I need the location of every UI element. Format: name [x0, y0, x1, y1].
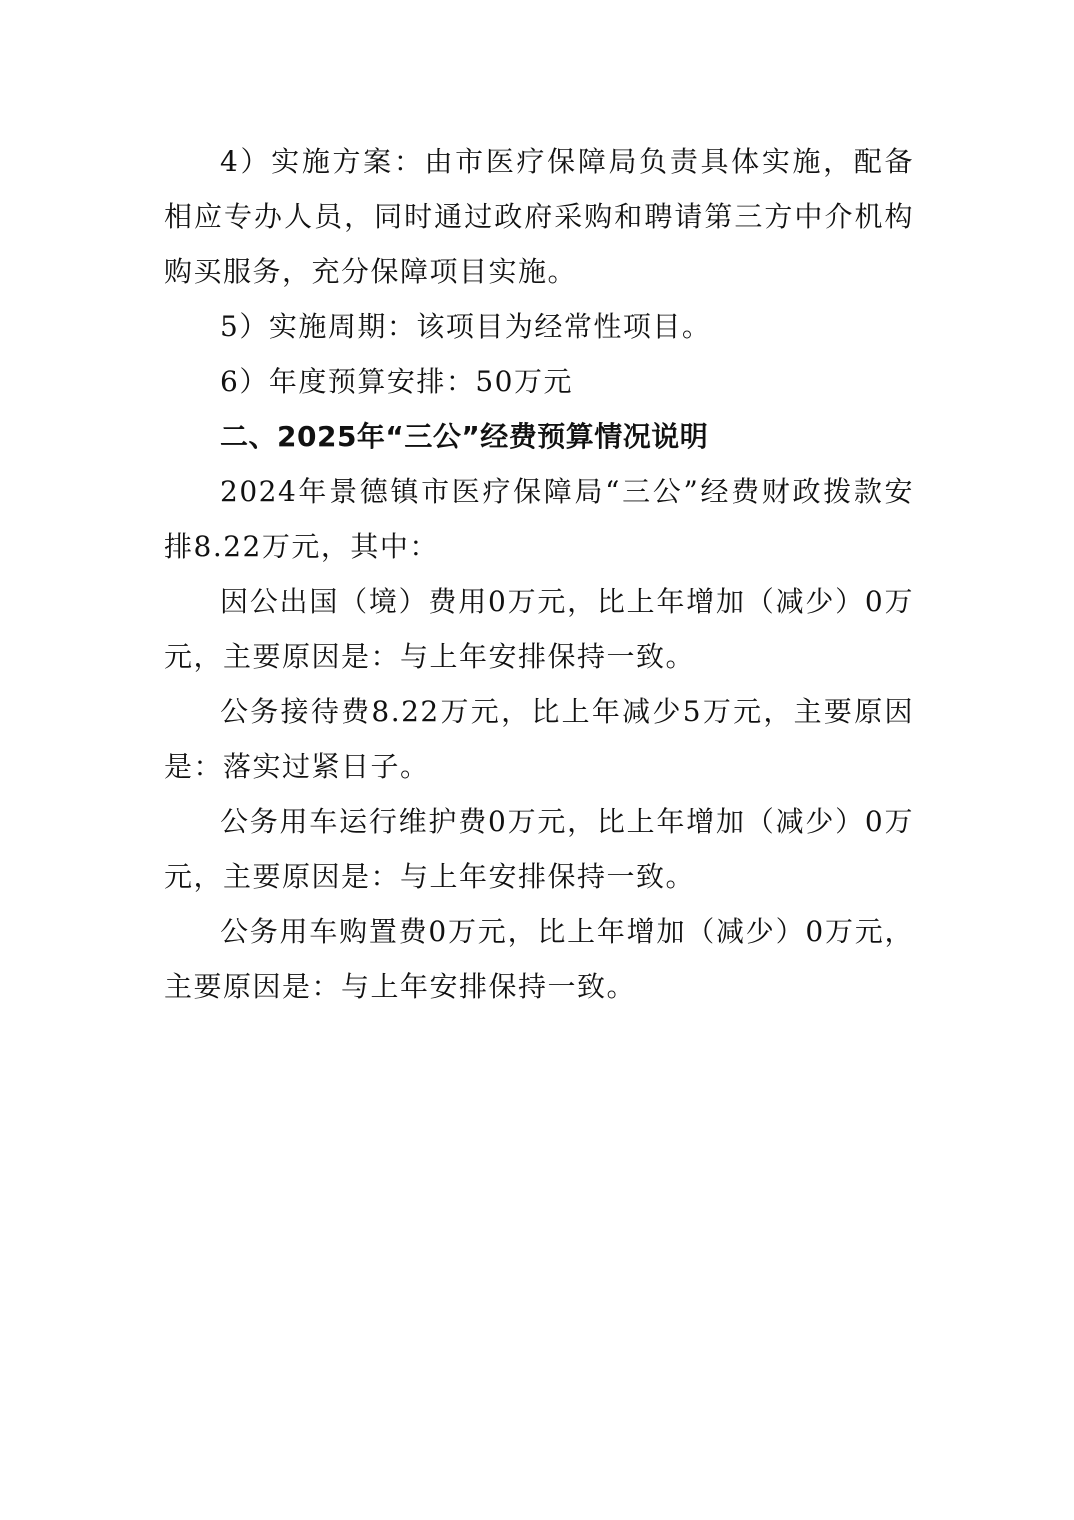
implementation-plan-paragraph: 4）实施方案：由市医疗保障局负责具体实施，配备相应专办人员，同时通过政府采购和聘请第三方中介机构购买服务，充分保障项目实施。 — [164, 145, 914, 288]
section-heading: 二、2025年“三公”经费预算情况说明 — [220, 420, 709, 453]
document-body — [164, 134, 914, 1014]
vehicle-maintenance-paragraph: 公务用车运行维护费0万元，比上年增加（减少）0万元，主要原因是：与上年安排保持一致。 — [164, 805, 914, 893]
implementation-period-paragraph: 5）实施周期：该项目为经常性项目。 — [220, 310, 712, 343]
three-public-expenses-summary: 2024年景德镇市医疗保障局“三公”经费财政拨款安排8.22万元，其中： — [164, 475, 914, 563]
official-reception-paragraph: 公务接待费8.22万元，比上年减少5万元，主要原因是：落实过紧日子。 — [164, 695, 914, 783]
overseas-travel-paragraph: 因公出国（境）费用0万元，比上年增加（减少）0万元，主要原因是：与上年安排保持一致。 — [164, 585, 914, 673]
vehicle-purchase-paragraph: 公务用车购置费0万元，比上年增加（减少）0万元，主要原因是：与上年安排保持一致。 — [164, 915, 914, 1003]
annual-budget-paragraph: 6）年度预算安排：50万元 — [220, 365, 573, 398]
